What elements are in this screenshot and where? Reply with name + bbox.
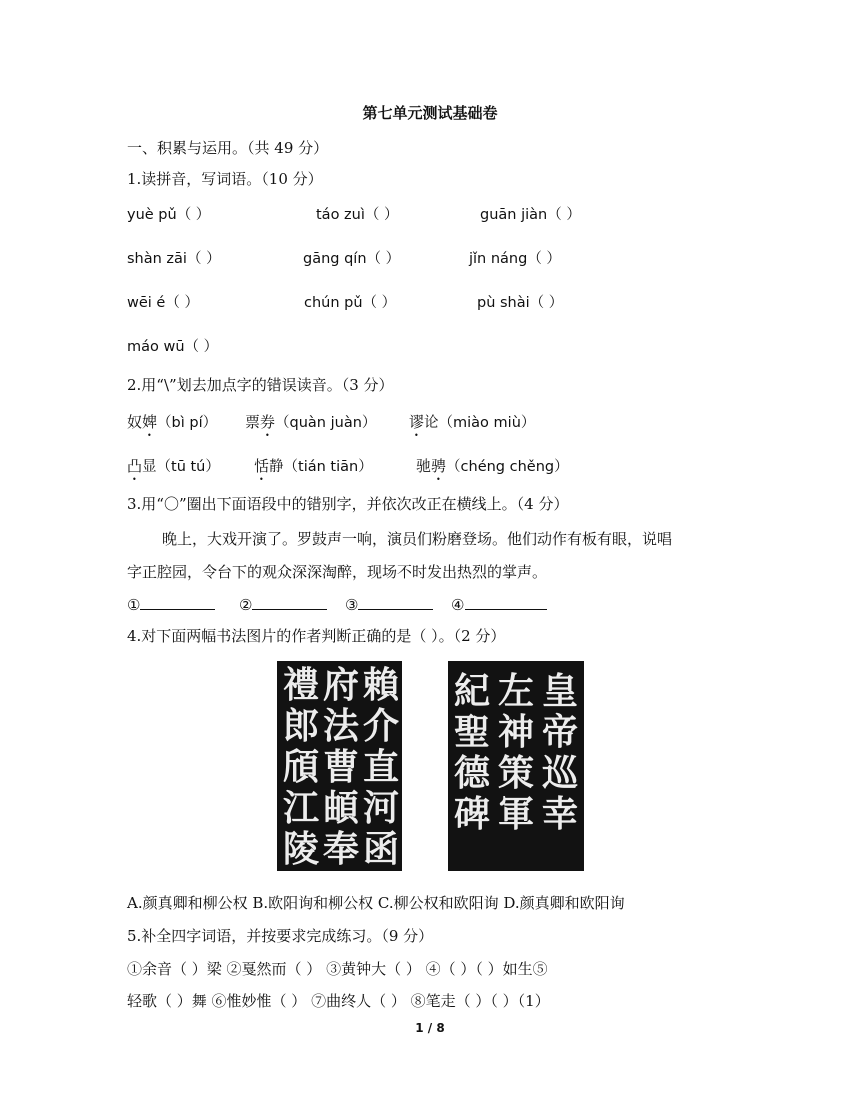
dotted-char: 谬 (409, 413, 425, 431)
blank-number: ④ (451, 596, 465, 614)
pinyin-item: chún pǔ（ ） (304, 295, 397, 311)
calligraphy-char: 河 (362, 787, 399, 829)
pinyin-item: shàn zāi（ ） (127, 251, 221, 267)
calligraphy-char: 賴 (362, 664, 399, 706)
calligraphy-char: 碑 (453, 793, 490, 835)
reading-item (127, 412, 217, 440)
reading-options: （chéng chěng） (446, 459, 569, 475)
calligraphy-char: 法 (322, 705, 359, 747)
dotted-char: 券 (260, 413, 276, 431)
calligraphy-char: 介 (362, 705, 399, 747)
question-2-heading: 2.用“\”划去加点字的错误读音。（3 分） (127, 376, 394, 394)
reading-options: 论（miào miù） (424, 415, 536, 431)
calligraphy-char: 曹 (322, 746, 359, 788)
calligraphy-char: 帝 (541, 711, 578, 753)
reading-item (409, 412, 535, 440)
answer-options: A.颜真卿和柳公权 B.欧阳询和柳公权 C.柳公权和欧阳询 D.颜真卿和欧阳询 (127, 894, 625, 912)
blank-number: ③ (345, 596, 359, 614)
question-5-heading: 5.补全四字词语，并按要求完成练习。（9 分） (127, 927, 434, 945)
reading-options: 静（tián tiān） (269, 459, 373, 475)
answer-blank[interactable] (140, 594, 215, 610)
reading-item (127, 456, 220, 484)
calligraphy-char: 幸 (541, 793, 578, 835)
blank-number: ② (239, 596, 253, 614)
dotted-char: 恬 (254, 457, 270, 475)
calligraphy-char: 巡 (541, 752, 578, 794)
calligraphy-char: 奉 (322, 828, 359, 870)
reading-options: 显（tū tú） (142, 459, 220, 475)
pinyin-item: guān jiàn（ ） (480, 207, 581, 223)
calligraphy-char: 府 (322, 664, 359, 706)
answer-blank[interactable] (465, 594, 547, 610)
calligraphy-char: 皇 (541, 670, 578, 712)
calligraphy-char: 策 (497, 752, 534, 794)
calligraphy-char: 禮 (282, 664, 319, 706)
calligraphy-image-right (448, 661, 584, 871)
question-1-heading: 1.读拼音，写词语。（10 分） (127, 170, 323, 188)
pinyin-item: yuè pǔ（ ） (127, 207, 211, 223)
calligraphy-char: 郎 (282, 705, 319, 747)
calligraphy-char: 頔 (322, 787, 359, 829)
calligraphy-char: 聖 (453, 711, 490, 753)
section-heading: 一、积累与运用。（共 49 分） (127, 139, 329, 157)
dotted-char: 骋 (431, 457, 447, 475)
answer-blank[interactable] (252, 594, 327, 610)
calligraphy-char: 頎 (282, 746, 319, 788)
question-3-heading: 3.用“〇”圈出下面语段中的错别字，并依次改正在横线上。（4 分） (127, 495, 569, 513)
calligraphy-char: 神 (497, 711, 534, 753)
page-number: 1 / 8 (415, 1021, 445, 1035)
answer-blank[interactable] (358, 594, 433, 610)
word-part: 驰 (416, 457, 432, 475)
calligraphy-column (361, 665, 401, 870)
calligraphy-column (281, 665, 321, 870)
calligraphy-char: 陵 (282, 828, 319, 870)
reading-options: （bì pí） (157, 415, 218, 431)
calligraphy-char: 江 (282, 787, 319, 829)
calligraphy-column (321, 665, 361, 870)
reading-item (416, 456, 569, 484)
calligraphy-char: 函 (362, 828, 399, 870)
answer-blanks (127, 594, 547, 615)
calligraphy-image-left (277, 661, 402, 871)
pinyin-item: pù shài（ ） (477, 295, 564, 311)
passage-line: 字正腔园，令台下的观众深深淘醉，现场不时发出热烈的掌声。 (127, 563, 548, 581)
calligraphy-char: 紀 (453, 670, 490, 712)
idiom-line: 轻歌（ ）舞 ⑥惟妙惟（ ） ⑦曲终人（ ） ⑧笔走（ ）（ ）（1） (127, 992, 550, 1010)
calligraphy-char: 左 (497, 670, 534, 712)
reading-item (245, 412, 376, 440)
word-part: 奴 (127, 413, 143, 431)
question-4-heading: 4.对下面两幅书法图片的作者判断正确的是（ ）。（2 分） (127, 627, 506, 645)
pinyin-item: táo zuì（ ） (316, 207, 399, 223)
passage-line: 晚上，大戏开演了。罗鼓声一响，演员们粉磨登场。他们动作有板有眼，说唱 (162, 530, 673, 548)
blank-number: ① (127, 596, 141, 614)
pinyin-item: jǐn náng（ ） (469, 251, 561, 267)
pinyin-item: wēi é（ ） (127, 295, 199, 311)
pinyin-item: máo wū（ ） (127, 339, 219, 355)
pinyin-item: gāng qín（ ） (303, 251, 401, 267)
word-part: 票 (245, 413, 261, 431)
calligraphy-column (496, 671, 536, 835)
calligraphy-char: 直 (362, 746, 399, 788)
page-title: 第七单元测试基础卷 (362, 104, 498, 122)
idiom-line: ①余音（ ）梁 ②戛然而（ ） ③黄钟大（ ） ④（ ）（ ）如生⑤ (127, 960, 548, 978)
calligraphy-column (540, 671, 580, 835)
reading-options: （quàn juàn） (275, 415, 377, 431)
dotted-char: 婢 (142, 413, 158, 431)
calligraphy-char: 軍 (497, 793, 534, 835)
reading-item (254, 456, 373, 484)
calligraphy-char: 德 (453, 752, 490, 794)
dotted-char: 凸 (127, 457, 143, 475)
calligraphy-column (452, 671, 492, 835)
